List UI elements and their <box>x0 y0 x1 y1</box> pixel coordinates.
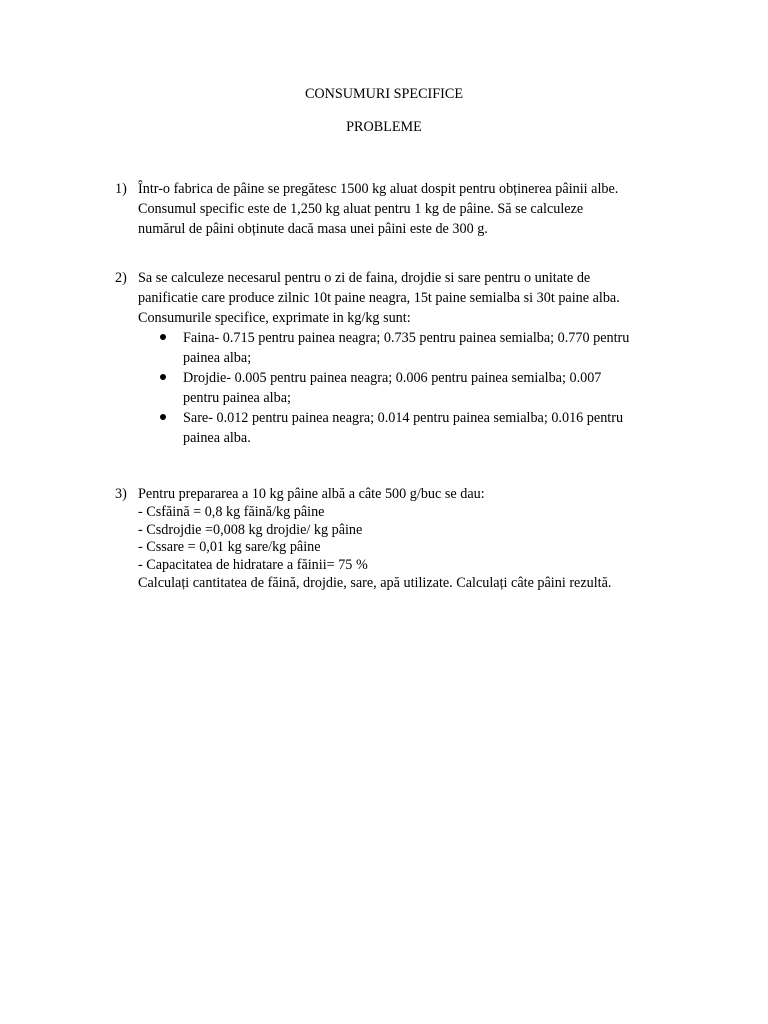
problem-text <box>138 486 695 593</box>
problem-number: 2) <box>115 270 127 286</box>
problem-number: 3) <box>115 486 127 502</box>
problem-line: Consumul specific este de 1,250 kg aluat pentru 1 kg de pâine. Să se calculeze <box>138 201 584 217</box>
problem-line: Într-o fabrica de pâine se pregătesc 1500 kg aluat dospit pentru obținerea pâinii albe. <box>138 181 619 197</box>
bullet-line: Drojdie- 0.005 pentru painea neagra; 0.006 pentru painea semialba; 0.007 <box>183 370 602 386</box>
bullet-item-drojdie <box>160 368 695 408</box>
bullet-icon <box>160 414 166 420</box>
problem-2 <box>115 268 695 448</box>
bullet-item-sare <box>160 408 695 448</box>
document-subtitle: PROBLEME <box>346 119 422 135</box>
bullet-list <box>138 328 695 448</box>
problem-line: Calculați cantitatea de făină, drojdie, sare, apă utilizate. Calculați câte pâini rezultă. <box>138 574 612 591</box>
bullet-line: Sare- 0.012 pentru painea neagra; 0.014 pentru painea semialba; 0.016 pentru <box>183 410 624 426</box>
problem-1 <box>115 179 695 239</box>
problem-line: - Csfăină = 0,8 kg făină/kg pâine <box>138 503 325 520</box>
bullet-line: painea alba; <box>183 350 252 366</box>
problem-text <box>138 268 695 448</box>
bullet-icon <box>160 374 166 380</box>
problem-line: Pentru prepararea a 10 kg pâine albă a câte 500 g/buc se dau: <box>138 486 485 502</box>
problem-3 <box>115 486 695 593</box>
bullet-icon <box>160 334 166 340</box>
problem-line: - Csdrojdie =0,008 kg drojdie/ kg pâine <box>138 521 363 538</box>
problem-line: - Capacitatea de hidratare a făinii= 75 % <box>138 557 368 574</box>
bullet-line: Faina- 0.715 pentru painea neagra; 0.735 pentru painea semialba; 0.770 pentru <box>183 330 630 346</box>
problem-number: 1) <box>115 181 127 197</box>
problem-line: numărul de pâini obținute dacă masa unei pâini este de 300 g. <box>138 221 488 237</box>
problem-line: panificatie care produce zilnic 10t paine neagra, 15t paine semialba si 30t paine alba. <box>138 290 620 306</box>
problem-line: - Cssare = 0,01 kg sare/kg pâine <box>138 539 321 556</box>
bullet-line: pentru painea alba; <box>183 390 291 406</box>
problem-text <box>138 179 695 239</box>
bullet-item-faina <box>160 328 695 368</box>
problem-line: Consumurile specifice, exprimate in kg/kg sunt: <box>138 310 411 326</box>
problem-line: Sa se calculeze necesarul pentru o zi de faina, drojdie si sare pentru o unitate de <box>138 270 591 286</box>
document-title: CONSUMURI SPECIFICE <box>304 86 464 102</box>
bullet-line: painea alba. <box>183 430 251 446</box>
